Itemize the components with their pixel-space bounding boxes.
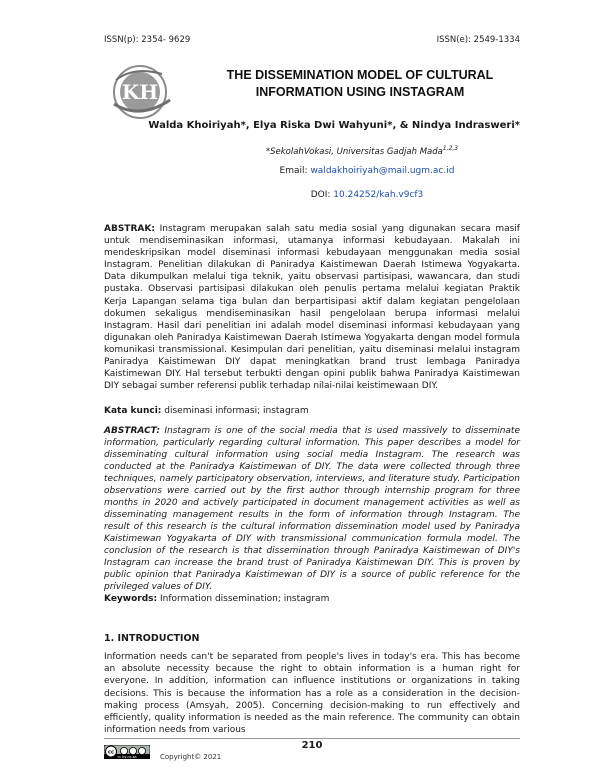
- doi-label: DOI:: [310, 190, 331, 200]
- email-link[interactable]: waldakhoiriyah@mail.ugm.ac.id: [310, 166, 455, 176]
- license-badge: [104, 745, 150, 759]
- title-line-2: INFORMATION USING INSTAGRAM: [255, 85, 465, 99]
- kata-kunci-label: Kata kunci:: [104, 406, 162, 416]
- svg-text:cc: cc: [108, 749, 114, 756]
- footer-divider: [104, 738, 520, 739]
- article-title: [190, 67, 530, 101]
- doi-line: [104, 190, 520, 200]
- abstrak-text: Instagram merupakan salah satu media sosial yang digunakan secara masif untuk mendiseminasikan informasi, utamanya informasi kebudayaan. Makalah ini mendeskripsikan model diseminasi informasi kebudayaan menggunakan media sosial Instagram. Penelitian dilakukan di Paniradya Kaistimewan Daerah Istimewa Yogyakarta. Data dikumpulkan melalui tiga teknik, yaitu observasi partisipasi, wawancara, dan studi pustaka. Observasi partisipasi dilakukan oleh penulis pertama melalui kegiatan Praktik Kerja Lapangan selama tiga bulan dan berpartisipasi aktif dalam kegiatan pengelolaan dokumen sekaligus mendiseminasikan hasil pengelolaan berupa informasi melalui Instagram. Hasil dari penelitian ini adalah model diseminasi informasi kebudayaan yang digunakan oleh Paniradya Kaistimewan Daerah Istimewa Yogyakarta dengan model formula komunikasi transmissional. Kesimpulan dari penelitian, yaitu diseminasi melalui instagram Paniradya Kaistimewan DIY dapat meningkatkan brand trust lembaga Paniradya Kaistimewan DIY. Hal tersebut terbukti dengan opini publik bahwa Paniradya Kaistimewan DIY sebagai sumber referensi publik terhadap nilai-nilai keistimewaan DIY.: [104, 224, 520, 392]
- copyright: Copyright© 2021: [160, 753, 222, 761]
- abstract-paragraph: [104, 425, 520, 593]
- affiliation-superscript: 1,2,3: [442, 145, 459, 152]
- email-line: [104, 166, 520, 176]
- kata-kunci-line: [104, 405, 520, 417]
- license-badge-text: cc by-nc-sa: [117, 755, 137, 759]
- affiliation: [104, 145, 520, 157]
- journal-logo: [104, 60, 182, 124]
- issn-print: ISSN(p): 2354- 9629: [104, 35, 191, 45]
- title-line-1: THE DISSEMINATION MODEL OF CULTURAL: [226, 68, 494, 82]
- affiliation-text: *SekolahVokasi, Universitas Gadjah Mada: [265, 146, 443, 157]
- abstract-label: ABSTRACT:: [104, 426, 160, 436]
- abstract-text: Instagram is one of the social media that is used massively to disseminate information, particularly regarding cultural information. This paper describes a model for disseminating cultural information using social media Instagram. The research was conducted at the Paniradya Kaistimewan of DIY. The data were collected through three techniques, namely participatory observation, interviews, and literature study. Participation observations were carried out by the first author through internship program for three months in 2020 and actively participated in document management activities as well as disseminating management results in the form of information through Instagram. The result of this research is the cultural information dissemination model used by Paniradya Kaistimewan Yogyakarta of DIY with transmissional communication formula model. The conclusion of the research is that dissemination through Paniradya Kaistimewan of DIY's Instagram can increase the brand trust of Paniradya Kaistimewan DIY. This is proven by public opinion that Paniradya Kaistimewan of DIY is a source of public reference for the privileged values of DIY.: [104, 426, 520, 592]
- page-number: 210: [301, 740, 323, 751]
- introduction-heading: 1. INTRODUCTION: [104, 633, 200, 644]
- issn-electronic: ISSN(e): 2549-1334: [436, 35, 520, 45]
- introduction-paragraph: Information needs can't be separated from people's lives in today's era. This has become an absolute necessity because the right to obtain information is a human right for everyone. In addition, information can influence institutions or organizations in taking decisions. This is because the information has a role as a consideration in the decision-making process (Amsyah, 2005). Concerning decision-making to run effectively and efficiently, quality information is needed as the main reference. The community can obtain information needs from various: [104, 652, 520, 736]
- keywords-label: Keywords:: [104, 594, 158, 604]
- keywords-text: Information dissemination; instagram: [160, 594, 330, 604]
- doi-link[interactable]: 10.24252/kah.v9cf3: [333, 190, 424, 200]
- keywords-line: [104, 593, 520, 605]
- svg-text:KH: KH: [121, 80, 159, 104]
- kata-kunci-text: diseminasi informasi; instagram: [164, 406, 309, 416]
- email-label: Email:: [279, 166, 308, 176]
- abstrak-paragraph: [104, 223, 520, 392]
- abstrak-label: ABSTRAK:: [104, 224, 155, 234]
- authors: Walda Khoiriyah*, Elya Riska Dwi Wahyuni*, & Nindya Indrasweri*: [148, 120, 520, 131]
